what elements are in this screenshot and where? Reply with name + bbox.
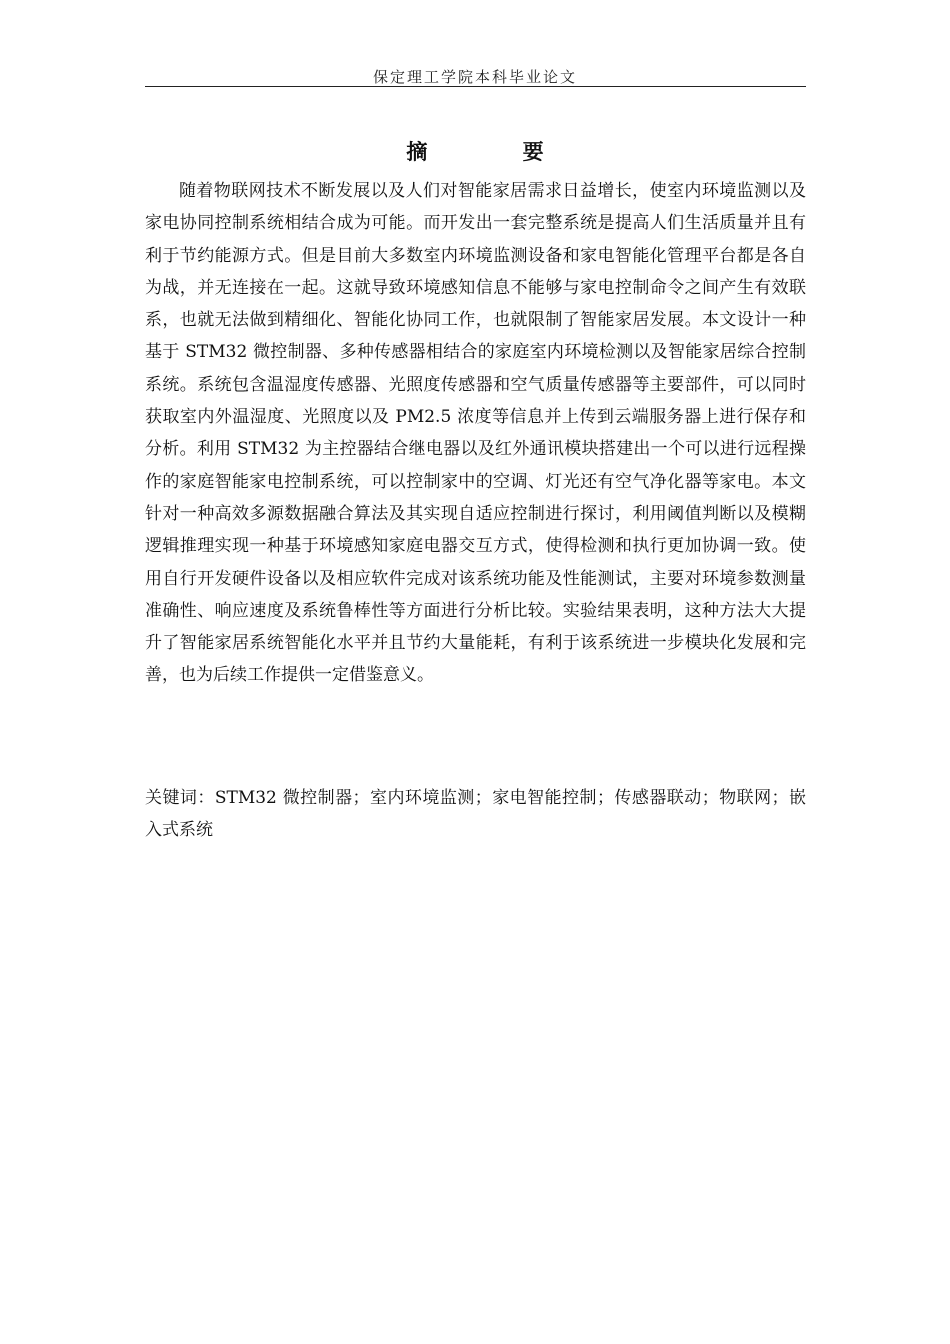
abstract-body: 随着物联网技术不断发展以及人们对智能家居需求日益增长，使室内环境监测以及家电协同控制系统相结合成为可能。而开发出一套完整系统是提高人们生活质量并且有利于节约能源方式。但是目前大多数室内环境监测设备和家电智能化管理平台都是各自为战，并无连接在一起。这就导致环境感知信息不能够与家电控制命令之间产生有效联系，也就无法做到精细化、智能化协同工作，也就限制了智能家居发展。本文设计一种基于 STM32 微控制器、多种传感器相结合的家庭室内环境检测以及智能家居综合控制系统。系统包含温湿度传感器、光照度传感器和空气质量传感器等主要部件，可以同时获取室内外温湿度、光照度以及 PM2.5 浓度等信息并上传到云端服务器上进行保存和分析。利用 STM32 为主控器结合继电器以及红外通讯模块搭建出一个可以进行远程操作的家庭智能家电控制系统，可以控制家中的空调、灯光还有空气净化器等家电。本文针对一种高效多源数据融合算法及其实现自适应控制进行探讨，利用阈值判断以及模糊逻辑推理实现一种基于环境感知家庭电器交互方式，使得检测和执行更加协调一致。使用自行开发硬件设备以及相应软件完成对该系统功能及性能测试，主要对环境参数测量准确性、响应速度及系统鲁棒性等方面进行分析比较。实验结果表明，这种方法大大提升了智能家居系统智能化水平并且节约大量能耗，有利于该系统进一步模块化发展和完善，也为后续工作提供一定借鉴意义。 bbox=[145, 181, 806, 686]
header-divider bbox=[145, 86, 806, 87]
keywords-line: 关键词：STM32 微控制器；室内环境监测；家电智能控制；传感器联动；物联网；嵌入式系统 bbox=[145, 788, 806, 840]
running-header: 保定理工学院本科毕业论文 bbox=[372, 68, 577, 86]
abstract-title: 摘 要 bbox=[406, 139, 588, 164]
